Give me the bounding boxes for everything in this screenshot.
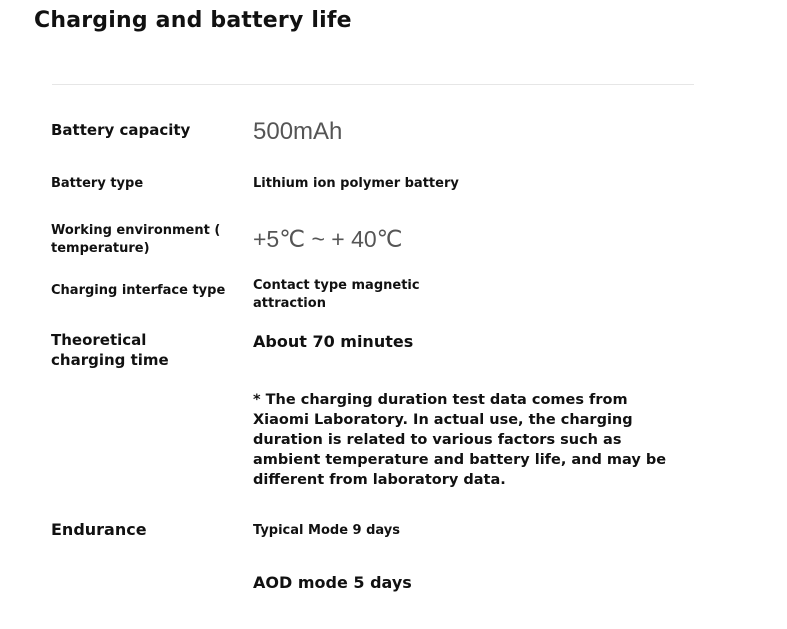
note-line5: different from laboratory data. xyxy=(253,472,506,488)
endurance-label: Endurance xyxy=(51,520,147,539)
section-divider xyxy=(52,84,694,85)
page-title: Charging and battery life xyxy=(34,8,352,33)
working-environment-label xyxy=(51,222,220,258)
note-line4: ambient temperature and battery life, and may be xyxy=(253,452,667,468)
charging-time-label-line2: charging time xyxy=(51,351,169,369)
working-environment-value: +5℃ ~ + 40℃ xyxy=(253,226,403,252)
battery-type-label: Battery type xyxy=(51,176,144,191)
working-environment-label-line1: Working environment ( xyxy=(51,223,221,238)
charging-time-label-line1: Theoretical xyxy=(51,331,147,349)
charging-interface-value xyxy=(253,277,420,313)
note-line3: duration is related to various factors such as xyxy=(253,432,622,448)
charging-time-value: About 70 minutes xyxy=(253,332,414,351)
note-line1: * The charging duration test data comes from xyxy=(253,392,628,408)
battery-capacity-value: 500mAh xyxy=(253,118,343,145)
endurance-typical-value: Typical Mode 9 days xyxy=(253,523,400,538)
charging-interface-value-line2: attraction xyxy=(253,296,326,311)
charging-interface-label: Charging interface type xyxy=(51,283,226,298)
charging-time-label xyxy=(51,330,169,370)
charging-duration-note xyxy=(253,390,693,490)
battery-type-value: Lithium ion polymer battery xyxy=(253,176,459,191)
note-line2: Xiaomi Laboratory. In actual use, the charging xyxy=(253,412,633,428)
charging-interface-value-line1: Contact type magnetic xyxy=(253,278,420,293)
endurance-aod-value: AOD mode 5 days xyxy=(253,573,412,592)
working-environment-label-line2: temperature) xyxy=(51,241,150,256)
battery-capacity-label: Battery capacity xyxy=(51,121,191,139)
